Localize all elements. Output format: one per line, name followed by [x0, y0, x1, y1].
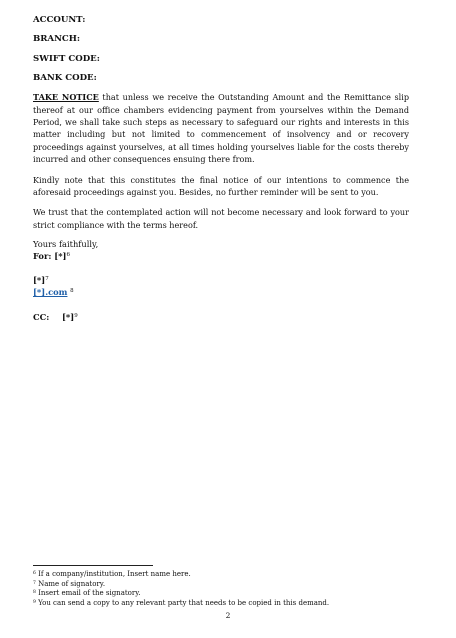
signatory-email-link[interactable]: [*].com	[33, 287, 68, 298]
letter-body	[33, 14, 409, 323]
footnote-number: 9	[33, 599, 36, 605]
for-line	[33, 251, 409, 263]
footnote-ref-9: 9	[74, 313, 78, 320]
footnotes	[33, 570, 423, 608]
take-notice-lead: TAKE NOTICE	[33, 92, 99, 103]
bank-code-field: BANK CODE:	[33, 72, 97, 83]
signatory-email-line	[33, 286, 409, 298]
signatory-block	[33, 274, 409, 298]
cc-label: CC:	[33, 312, 50, 323]
footnote-item	[33, 580, 423, 590]
footnote-text: You can send a copy to any relevant party that needs to be copied in this demand.	[35, 598, 330, 607]
footnote-text: Name of signatory.	[35, 579, 106, 588]
footnote-text: Insert email of the signatory.	[35, 589, 141, 598]
footnote-item	[33, 589, 423, 599]
footnote-item	[33, 599, 423, 609]
footnote-number: 7	[33, 580, 36, 586]
footnote-number: 6	[33, 571, 36, 576]
footnote-text: If a company/institution, Insert name here.	[35, 570, 191, 578]
swift-code-field: SWIFT CODE:	[33, 53, 100, 64]
signatory-name-line	[33, 274, 409, 286]
cc-line	[33, 311, 409, 323]
trust-paragraph: We trust that the contemplated action will not become necessary and look forward to your strict compliance with the terms hereof.	[33, 207, 409, 230]
footnote-ref-8: 8	[70, 288, 74, 295]
footnote-item	[33, 570, 423, 580]
footnote-ref-7: 7	[45, 276, 49, 283]
account-field: ACCOUNT:	[33, 15, 86, 25]
final-notice-paragraph: Kindly note that this constitutes the final notice of our intentions to commence the aforesaid proceedings against you. Besides, no further reminder will be sent to you.	[33, 174, 409, 198]
take-notice-text: that unless we receive the Outstanding Amount and the Remittance slip thereof at our office chambers evidencing payment from yourselves within the Demand Period, we shall take such steps as necessary to safeguard our rights and interests in this matter including but not limited to commencement of insolvency and or recovery proceedings against yourselves, at all times holding yourselves liable for the costs thereby incurred and other consequences ensuing there from.	[33, 92, 410, 165]
cc-value: [*]	[62, 312, 75, 323]
closing-block	[33, 239, 409, 262]
take-notice-paragraph	[33, 91, 409, 165]
page-number: 2	[225, 611, 231, 620]
signatory-name: [*]	[33, 275, 46, 286]
salutation: Yours faithfully,	[33, 239, 99, 250]
for-label: For: [*]	[33, 250, 67, 261]
footnote-ref-6: 6	[66, 251, 70, 258]
footnote-separator	[33, 565, 153, 566]
footnote-number: 8	[33, 590, 36, 596]
branch-field: BRANCH:	[33, 34, 81, 45]
